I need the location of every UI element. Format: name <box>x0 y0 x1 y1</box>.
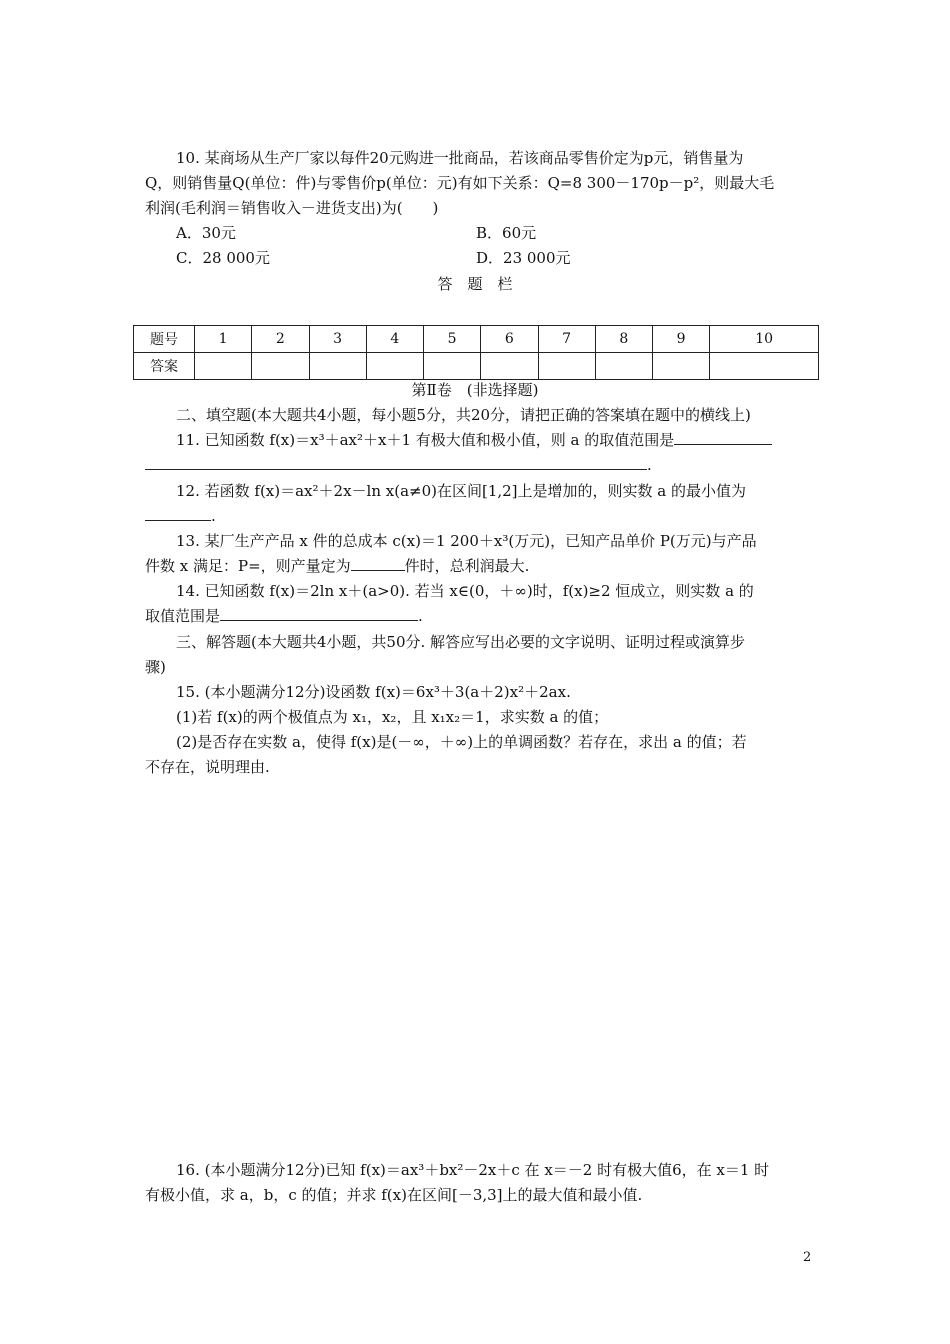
q11-line-1 <box>176 429 772 451</box>
q10-line-2: Q，则销售量Q(单位：件)与零售价p(单位：元)有如下关系：Q=8 300－170p－p²，则最大毛 <box>145 174 775 192</box>
q11-blank[interactable] <box>674 430 772 445</box>
answer-bar-title: 答 题 栏 <box>437 275 513 293</box>
solve-heading-line-1: 三、解答题(本大题共4小题，共50分. 解答应写出必要的文字说明、证明过程或演算步 <box>176 633 746 651</box>
page-number: 2 <box>803 1250 812 1265</box>
q13-line-2 <box>145 555 529 577</box>
q16-line-2: 有极小值，求 a，b，c 的值；并求 f(x)在区间[－3,3]上的最大值和最小值. <box>145 1186 643 1204</box>
answer-cell[interactable] <box>481 353 538 380</box>
answer-table <box>133 325 819 380</box>
answer-cell[interactable] <box>538 353 595 380</box>
answer-table-number: 3 <box>309 326 366 353</box>
q10-option-c: C．28 000元 <box>176 249 270 267</box>
answer-table-label-answer: 答案 <box>134 353 195 380</box>
answer-cell[interactable] <box>595 353 652 380</box>
q10-line-1: 10. 某商场从生产厂家以每件20元购进一批商品，若该商品零售价定为p元，销售量为 <box>176 149 744 167</box>
q11-blank-continued[interactable] <box>145 455 647 470</box>
answer-cell[interactable] <box>424 353 481 380</box>
answer-table-label-number: 题号 <box>134 326 195 353</box>
q10-option-d: D．23 000元 <box>476 249 571 267</box>
q12-line-2 <box>145 505 216 527</box>
q14-line-1: 14. 已知函数 f(x)＝2ln x＋(a>0). 若当 x∈(0，＋∞)时，f(x)≥2 恒成立，则实数 a 的 <box>176 582 754 600</box>
answer-cell[interactable] <box>653 353 710 380</box>
part2-title: 第Ⅱ卷 (非选择题) <box>411 381 539 399</box>
q12-line-1: 12. 若函数 f(x)＝ax²＋2x－ln x(a≠0)在区间[1,2]上是增加的，则实数 a 的最小值为 <box>176 482 747 500</box>
q13-text: 件数 x 满足：P=，则产量定为 <box>145 557 351 575</box>
answer-cell[interactable] <box>309 353 366 380</box>
q13-text-end: 件时，总利润最大. <box>404 557 530 575</box>
q14-line-2 <box>145 605 423 627</box>
answer-table-number: 10 <box>710 326 819 353</box>
answer-table-number: 8 <box>595 326 652 353</box>
q13-line-1: 13. 某厂生产产品 x 件的总成本 c(x)＝1 200＋x³(万元)，已知产品单价 P(万元)与产品 <box>176 532 757 550</box>
fill-in-heading: 二、填空题(本大题共4小题，每小题5分，共20分，请把正确的答案填在题中的横线上) <box>176 406 751 424</box>
answer-table-number: 1 <box>195 326 252 353</box>
answer-cell[interactable] <box>366 353 423 380</box>
q15-line-1: 15. (本小题满分12分)设函数 f(x)＝6x³＋3(a＋2)x²＋2ax. <box>176 683 571 701</box>
q15-line-4: 不存在，说明理由. <box>145 758 270 776</box>
q11-line-2 <box>145 454 652 476</box>
answer-cell[interactable] <box>252 353 309 380</box>
answer-table-answer-row <box>134 353 819 380</box>
answer-table-number: 9 <box>653 326 710 353</box>
answer-table-number: 5 <box>424 326 481 353</box>
q12-end: . <box>211 507 216 525</box>
q10-option-b: B．60元 <box>476 224 537 242</box>
answer-table-header-row <box>134 326 819 353</box>
q10-line-3: 利润(毛利润＝销售收入－进货支出)为( ) <box>145 199 439 217</box>
q16-line-1: 16. (本小题满分12分)已知 f(x)＝ax³＋bx²－2x＋c 在 x＝－2 时有极大值6，在 x＝1 时 <box>176 1161 770 1179</box>
solve-heading-line-2: 骤) <box>145 658 166 676</box>
answer-table-number: 4 <box>366 326 423 353</box>
q10-option-a: A．30元 <box>176 224 236 242</box>
answer-table-number: 7 <box>538 326 595 353</box>
answer-cell[interactable] <box>195 353 252 380</box>
q11-end: . <box>647 456 652 474</box>
answer-table-number: 6 <box>481 326 538 353</box>
q13-blank[interactable] <box>351 556 405 571</box>
q14-text: 取值范围是 <box>145 607 221 625</box>
q12-blank[interactable] <box>145 506 211 521</box>
q15-line-2: (1)若 f(x)的两个极值点为 x₁，x₂，且 x₁x₂＝1，求实数 a 的值； <box>176 708 609 726</box>
answer-cell[interactable] <box>710 353 819 380</box>
answer-table-number: 2 <box>252 326 309 353</box>
q14-end: . <box>418 607 423 625</box>
q15-line-3: (2)是否存在实数 a，使得 f(x)是(－∞，＋∞)上的单调函数？若存在，求出 a 的值；若 <box>176 733 747 751</box>
q11-text: 11. 已知函数 f(x)＝x³＋ax²＋x＋1 有极大值和极小值，则 a 的取值范围是 <box>176 431 675 449</box>
q14-blank[interactable] <box>220 606 418 621</box>
